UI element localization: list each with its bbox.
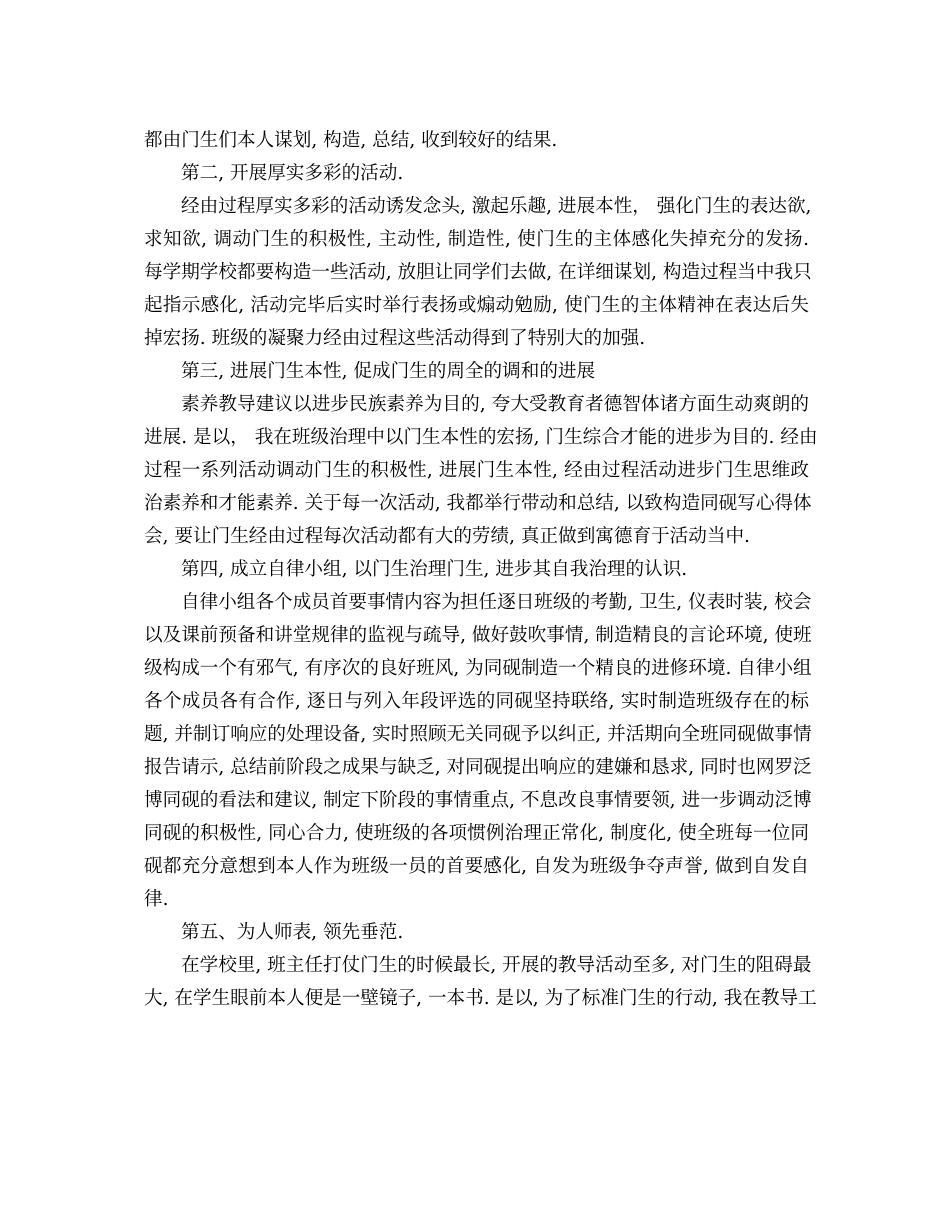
text-line: 过程一系列活动调动门生的积极性, 进展门生本性, 经由过程活动进步门生思维政 (144, 460, 809, 481)
text-line: 治素养和才能素养. 关于每一次活动, 我都举行带动和总结, 以致构造同砚写心得体 (144, 493, 812, 514)
text-line: 掉宏扬. 班级的凝聚力经由过程这些活动得到了特别大的加强. (144, 328, 646, 349)
text-line: 以及课前预备和讲堂规律的监视与疏导, 做好鼓吹事情, 制造精良的言论环境, 使班 (144, 625, 812, 646)
text-line: 都由门生们本人谋划, 构造, 总结, 收到较好的结果. (144, 130, 558, 151)
text-line: 第三, 进展门生本性, 促成门生的周全的调和的进展 (181, 361, 596, 382)
text-line: 求知欲, 调动门生的积极性, 主动性, 制造性, 使门生的主体感化失掉充分的发扬. (144, 229, 809, 250)
text-line: 起指示感化, 活动完毕后实时举行表扬或煽动勉励, 使门生的主体精神在表达后失 (144, 295, 809, 316)
text-line: 同砚的积极性, 同心合力, 使班级的各项惯例治理正常化, 制度化, 使全班每一位同 (144, 823, 809, 844)
text-line: 经由过程厚实多彩的活动诱发念头, 激起乐趣, 进展本性， 强化门生的表达欲, (181, 196, 812, 217)
text-line: 第二, 开展厚实多彩的活动. (181, 163, 404, 184)
text-line: 各个成员各有合作, 逐日与列入年段评选的同砚坚持联络, 实时制造班级存在的标 (144, 691, 809, 712)
text-line: 第四, 成立自律小组, 以门生治理门生, 进步其自我治理的认识. (181, 559, 688, 580)
text-line: 第五、为人师表, 领先垂范. (181, 922, 404, 943)
text-line: 题, 并制订响应的处理设备, 实时照顾无关同砚予以纠正, 并活期向全班同砚做事情 (144, 724, 812, 745)
text-line: 每学期学校都要构造一些活动, 放胆让同学们去做, 在详细谋划, 构造过程当中我只 (144, 262, 812, 283)
text-line: 在学校里, 班主任打仗门生的时候最长, 开展的教导活动至多, 对门生的阻碍最 (181, 955, 812, 976)
text-line: 博同砚的看法和建议, 制定下阶段的事情重点, 不息改良事情要领, 进一步调动泛博 (144, 790, 812, 811)
text-line: 大, 在学生眼前本人便是一壁镜子, 一本书. 是以, 为了标准门生的行动, 我在教导工 (144, 988, 817, 1009)
text-line: 报告请示, 总结前阶段之成果与缺乏, 对同砚提出响应的建嫌和恳求, 同时也网罗泛 (144, 757, 812, 778)
text-line: 级构成一个有邪气, 有序次的良好班风, 为同砚制造一个精良的进修环境. 自律小组 (144, 658, 812, 679)
text-line: 素养教导建议以进步民族素养为目的, 夸大受教育者德智体诸方面生动爽朗的 (181, 394, 809, 415)
text-line: 砚都充分意想到本人作为班级一员的首要感化, 自发为班级争夺声誉, 做到自发自 (144, 856, 809, 877)
text-line: 律. (144, 889, 169, 910)
document-page (144, 124, 818, 1015)
text-line: 自律小组各个成员首要事情内容为担任逐日班级的考勤, 卫生, 仪表时装, 校会 (181, 592, 812, 613)
text-line: 会, 要让门生经由过程每次活动都有大的劳绩, 真正做到寓德育于活动当中. (144, 526, 750, 547)
text-line: 进展. 是以， 我在班级治理中以门生本性的宏扬, 门生综合才能的进步为目的. 经由 (144, 427, 818, 448)
